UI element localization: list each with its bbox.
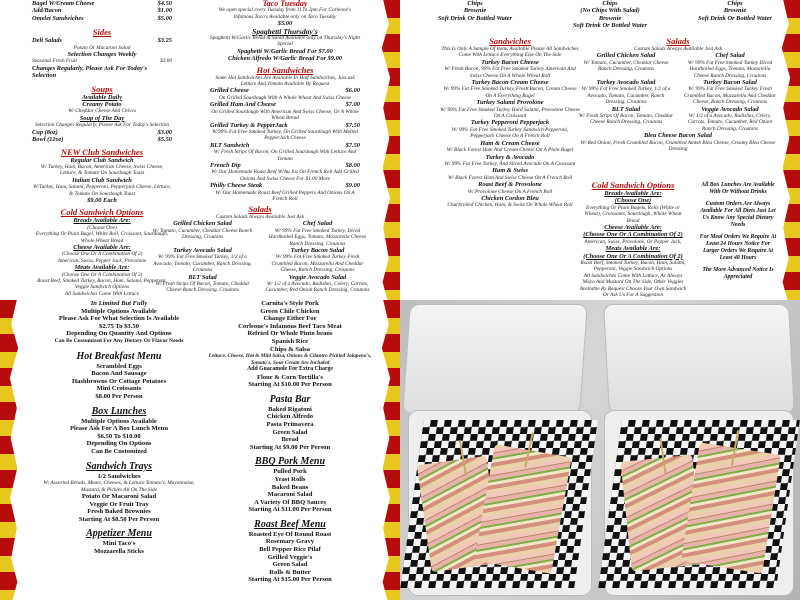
sides-title: Sides bbox=[92, 27, 112, 38]
salad-item bbox=[265, 274, 370, 294]
menu-line: Pasta Primavera bbox=[266, 420, 314, 428]
menu-line: Chicken Alfredo bbox=[266, 413, 314, 421]
left-box-lid bbox=[402, 304, 588, 414]
box-line: Brownie bbox=[463, 7, 487, 15]
sandwiches-title: Sandwiches bbox=[489, 36, 531, 46]
flame-border-right bbox=[372, 300, 400, 600]
note: Custom Orders Are Always Available For All Diets Just Let Us Know Any Special Dietary Needs bbox=[700, 201, 776, 228]
salad-name: BLT Salad bbox=[611, 105, 641, 113]
spaghetti-desc: Spaghetti W/Garlic Bread & Salad Available only on Thursday's Night Special bbox=[210, 35, 360, 48]
salads-note: Custom Salads Always Available Just Ask bbox=[215, 214, 305, 220]
salad-name: Turkey Bacon Salad bbox=[703, 79, 757, 87]
salads-column bbox=[578, 36, 778, 153]
top-right-box bbox=[680, 0, 790, 22]
salad-desc: W/ 99% Fat Free Smoked Turkey, 1/2 of a Avocado, Tomato, Cucumber, Ranch Dressing, Croutons bbox=[581, 86, 671, 106]
sandwich-name: Ham & Cream Cheese bbox=[480, 139, 540, 147]
bbq-price: Starting At $11.00 Per Person bbox=[248, 506, 332, 514]
breads-header: Breads Available Are: bbox=[604, 190, 662, 197]
item-name: Omelet Sandwiches bbox=[32, 14, 84, 22]
box-line: Soft Drink Or Bottled Water bbox=[438, 14, 512, 22]
taco-price: Starting At $10.00 Per Person bbox=[248, 381, 332, 389]
menu-line: Bread bbox=[281, 436, 299, 444]
hot-name: Grilled Cheese bbox=[210, 87, 249, 95]
sides-list bbox=[32, 37, 172, 79]
please-ask: Please Ask For What Selection Is Available bbox=[58, 315, 180, 323]
sandwich-trays-title: Sandwich Trays bbox=[85, 460, 153, 472]
sandwich-desc: Charbroiled Chicken, Ham, & Swiss On Whole Wheat Roll bbox=[447, 202, 573, 209]
bowl-label: Bowl (12oz) bbox=[32, 136, 64, 144]
salad-desc: W/ Red Onion, Fresh Crumbled Bacon, Crumbled Amish Bleu Cheese, Creamy Bleu Cheese Dressing bbox=[580, 139, 776, 153]
catering-right-column bbox=[205, 300, 375, 584]
menu-page-1 bbox=[0, 0, 400, 300]
side-row bbox=[32, 65, 172, 80]
hot-item bbox=[210, 182, 360, 189]
breads-list: Everything Or Plain Bagel, White Roll, Croissant, Sourdough, Whole Wheat Bread bbox=[35, 231, 169, 244]
hot-desc: W/ Fresh Strips Of Bacon, On Grilled Sourdough With Lettuce And Tomato bbox=[213, 149, 357, 162]
cheese-choose: (Choose One Or A Combination Of 2) bbox=[583, 231, 683, 239]
salad-desc: W/ 99% Fat Free Smoked Turkey Diced Hardboiled Eggs, Tomato, Mozzarella Cheese Ranch Dressing, Croutons bbox=[687, 59, 773, 79]
menu-line: Bacon And Sausage bbox=[91, 370, 147, 378]
pasta-bar-title: Pasta Bar bbox=[269, 393, 311, 405]
hot-breakfast-title: Hot Breakfast Menu bbox=[76, 350, 162, 362]
sandwich-name: Turkey Pepperoni Pepperjack bbox=[470, 119, 550, 127]
spaghetti-title: Spaghetti Thursday's bbox=[252, 26, 318, 36]
sandwich-desc: W/ Black Forest Ham And Swiss Cheese On A French Roll bbox=[447, 174, 573, 181]
salads-block bbox=[150, 204, 370, 294]
menu-line: Corleone's Infamous Beef Taco Meat bbox=[238, 322, 342, 330]
salad-desc: W/ 99% Fat Free Smoked Turkey, 1/2 of a Avocado, Tomato, Cucumber, Ranch Dressing, Croutons bbox=[153, 254, 252, 274]
salad-desc: W/ Tomato, Cucumber, Cheddar Cheese Ranch Dressing, Croutons bbox=[152, 227, 253, 241]
side-name: Potato Or Macaroni Salad bbox=[73, 44, 131, 51]
taco-price: $5.00 bbox=[277, 20, 293, 28]
menu-line: Mini Croissants bbox=[96, 385, 142, 393]
catering-left-column bbox=[34, 300, 204, 555]
salads-grid bbox=[150, 220, 370, 293]
cheese-list: American, Swiss, Provolone, Or Pepper Jack, bbox=[584, 238, 682, 245]
box-line: Soft Drink Or Bottled Water bbox=[573, 22, 647, 30]
price-range: $2.75 To $3.50 bbox=[99, 322, 139, 330]
menu-line: Roasted Eye Of Round Roast bbox=[248, 530, 332, 538]
menu-line: Change Either For bbox=[263, 315, 317, 323]
roast-price: Starting At $15.00 Per Person bbox=[248, 576, 332, 584]
salad-desc: W/ Fresh Strips Of Bacon, Tomato, Cheddar Cheese Ranch Dressing, Croutons bbox=[578, 113, 674, 126]
cold-options-title: Cold Sandwich Options bbox=[60, 207, 144, 218]
sandwich-desc: W/ Provolone Cheese On A French Roll bbox=[467, 188, 553, 195]
cup-label: Cup (8oz) bbox=[32, 128, 58, 136]
flame-border bbox=[372, 0, 400, 300]
menu-line: Grilled Veggie's bbox=[267, 553, 313, 561]
hot-sandwiches-title: Hot Sandwiches bbox=[256, 64, 314, 75]
salad-name: Chef Salad bbox=[302, 220, 333, 228]
roast-items bbox=[205, 531, 375, 577]
cheese-choose: (Choose One Or A Combination Of 2) bbox=[61, 251, 143, 258]
menu-line: Rosemary Gravy bbox=[265, 538, 315, 546]
menu-line: Veggie Or Fruit Tray bbox=[89, 500, 149, 508]
menu-line: Mini Taco's bbox=[102, 540, 136, 548]
hot-desc: On Grilled Sourdough With A Whole Wheat And Swiss Cheese bbox=[218, 94, 352, 101]
sandwiches-note: This Is Only A Sample Of Items Available Please All Sandwiches Come With Lettuce Everything Else On The Side bbox=[441, 46, 579, 59]
salad-desc: W/ Fresh Strips Of Bacon, Tomato, Cheddar Cheese Ranch Dressing, Croutons bbox=[155, 281, 250, 294]
menu-page-3 bbox=[0, 300, 400, 600]
salad-name: Turkey Avocado Salad bbox=[173, 247, 232, 255]
salad-name: Grilled Chicken Salad bbox=[173, 220, 232, 228]
salad-item bbox=[578, 106, 674, 133]
choose-one: (Choose One) bbox=[614, 197, 652, 205]
regular-club-desc: W/ Turkey, Ham, Bacon, American Cheese, Swiss Cheese, Lettuce, & Tomato On Sourdough Toast bbox=[40, 163, 164, 177]
appetizer-items bbox=[34, 540, 204, 555]
notes-column bbox=[698, 182, 778, 286]
tortillas: Flour & Corn Tortilla's bbox=[256, 373, 323, 381]
salad-item bbox=[682, 52, 778, 79]
menu-line: Baked Beans bbox=[271, 483, 309, 491]
hot-desc: W/99% Fat Free Smoked Turkey, On Grilled Sourdough With Melted PepperJack Cheese bbox=[212, 128, 358, 142]
salad-name: Bleu Cheese Bacon Salad bbox=[644, 132, 712, 140]
creamy-desc: W/ Cheddar Cheese And Chives bbox=[68, 108, 136, 115]
box-lunches-title: Box Lunches bbox=[91, 405, 147, 417]
meats-note: All Sandwiches Come With Lettuce bbox=[64, 290, 140, 297]
italian-club-desc: W/Turkey, Ham, Salami, Pepperoni, Pepperjack Cheese, Lettuce, & Tomato On Sourdough Toast bbox=[33, 184, 171, 197]
menu-line: $8.00 Per Person bbox=[95, 392, 143, 400]
tray-items bbox=[34, 493, 204, 523]
taco-tuesday-desc: We open special every Tuesday from 11 to 2pm For Corleone's Infamous Taco's Available only on Taco Tuesday bbox=[218, 7, 352, 20]
meats-header: Meats Available Are: bbox=[74, 264, 130, 272]
menu-line: Chips & Salsa bbox=[270, 345, 310, 353]
menu-line: Rolls & Butter bbox=[269, 568, 311, 576]
item-price: $1.00 bbox=[157, 7, 172, 15]
hot-name: BLT Sandwich bbox=[210, 141, 250, 149]
box-line: Brownie bbox=[598, 14, 622, 22]
salad-item bbox=[150, 247, 255, 274]
bleu-cheese-salad bbox=[578, 132, 778, 152]
cheese-header: Cheese Available Are: bbox=[73, 243, 131, 251]
half-sandwiches: 1/2 Sandwiches bbox=[97, 472, 141, 480]
menu-line: Green Salad bbox=[272, 428, 308, 436]
top-left-box bbox=[420, 0, 530, 22]
salad-item bbox=[150, 274, 255, 294]
note: All Box Lunches Are Available With Or Without Drinks bbox=[701, 182, 775, 195]
club-price: $9.00 Each bbox=[87, 196, 117, 204]
hot-item bbox=[210, 101, 360, 108]
hot-breakfast-items bbox=[34, 363, 204, 401]
menu-line: Baked Rigatoni bbox=[268, 405, 312, 413]
cup-price: $3.00 bbox=[157, 128, 172, 136]
multiple-options: Multiple Options Available bbox=[81, 307, 157, 315]
top-items bbox=[32, 0, 172, 22]
breads-header: Breads Available Are: bbox=[73, 217, 131, 225]
hot-name: Philly Cheese Steak bbox=[210, 182, 263, 190]
bowl-price: $5.50 bbox=[157, 136, 172, 144]
salads-title: Salads bbox=[248, 204, 272, 214]
item-name: Add/Bacon bbox=[32, 7, 62, 15]
taco-bar-items bbox=[205, 300, 375, 353]
salad-name: Veggie Avocado Salad bbox=[701, 105, 759, 113]
cheese-list: American, Swiss, Pepper Jack, Provolone bbox=[57, 257, 147, 264]
menu-line: Multiple Options Available bbox=[81, 417, 157, 425]
hot-price: $6.00 bbox=[345, 87, 360, 95]
sandwich-name: Roast Beef & Provolone bbox=[478, 181, 542, 189]
sandwich-name: Turkey Bacon Cream Cheese bbox=[471, 79, 549, 87]
salad-name: Veggie Avocado Salad bbox=[288, 273, 347, 281]
sandwich-desc: W/ 99% Fat Free Smoked Turkey Sandwich Pepperoni, Pepperjack Cheese On A French Roll bbox=[451, 126, 569, 140]
hot-name: Grilled Ham And Cheese bbox=[210, 101, 276, 109]
box-line: Chips bbox=[602, 0, 618, 7]
sandwich-desc: W/ 99% Fat Free Smoked Turkey Hard Salami, Provolone Cheese On A Croissant bbox=[440, 106, 580, 120]
pasta-items bbox=[205, 406, 375, 444]
menu-line: Starting At $8.50 Per Person bbox=[78, 515, 160, 523]
side-price: $3.25 bbox=[157, 37, 172, 45]
taco-tuesday-title: Taco Tuesday bbox=[262, 0, 308, 8]
box-line: Soft Drink Or Bottled Water bbox=[698, 14, 772, 22]
roast-beef-title: Roast Beef Menu bbox=[254, 518, 326, 530]
meats-header: Meats Available Are: bbox=[605, 245, 661, 253]
hot-price: $8.00 bbox=[345, 161, 360, 169]
cup-row bbox=[32, 129, 172, 136]
menu-line: Depending On Options bbox=[86, 440, 152, 448]
bbq-sauces: A Variety Of BBQ Sauces bbox=[254, 498, 326, 506]
bowl-row bbox=[32, 136, 172, 143]
hot-note: Some Hot Sandwiches Are Available In Half Sandwiches, Just ask Lettuce And Tomato Available By Request bbox=[215, 74, 355, 88]
meats-list: Roast Beef, Smoked Turkey, Bacon, Ham, Salami, Pepperoni, Veggie Sandwich Options bbox=[37, 278, 167, 291]
sandwich-desc: W/ 99% Fat Free Turkey, And Sliced Avocado On A Croissant bbox=[444, 160, 576, 167]
sandwich-desc: W/ Black Forest Ham And Cream Cheese On A Plain Bagel bbox=[446, 147, 574, 154]
sandwich-list bbox=[440, 59, 580, 209]
side-row bbox=[32, 37, 172, 44]
box-line: (No Chips With Salad) bbox=[580, 7, 640, 15]
salads-grid bbox=[578, 52, 778, 132]
menu-line: Green Salad bbox=[272, 561, 308, 569]
top-line: In Limited But Fully bbox=[90, 300, 148, 307]
salad-desc: W/ Tomato, Cucumber, Cheddar Cheese Ranch Dressing, Croutons bbox=[583, 59, 669, 73]
sandwich-name: Ham & Swiss bbox=[492, 167, 528, 175]
side-name: Seasonal Fresh Fruit bbox=[32, 58, 77, 65]
cheese-header: Cheese Available Are: bbox=[604, 224, 662, 232]
salad-desc: W/ 1/2 of a Avocado, Radishes, Celery, Carrots, Tomato, Cucumber, Red Onion Ranch Dressing, Croutons bbox=[687, 113, 773, 132]
menu-line: Yeast Rolls bbox=[274, 475, 306, 483]
salad-name: Chef Salad bbox=[715, 52, 745, 60]
menu-line: Can Be Customized bbox=[91, 447, 147, 455]
appetizer-title: Appetizer Menu bbox=[86, 528, 152, 540]
menu-line: Refried Or Whole Pinto beans bbox=[247, 330, 333, 338]
soup-of-day: Soup of The Day bbox=[79, 114, 125, 122]
italian-club: Italian Club Sandwich bbox=[72, 176, 132, 184]
salad-item bbox=[150, 220, 255, 247]
sandwich-name: Turkey Salami Provolone bbox=[476, 99, 544, 107]
hot-sandwich-list bbox=[210, 87, 360, 202]
note: For Meal Orders We Require At Least 24 Hours Notice For Larger Orders We Require At Least 48 Hours bbox=[699, 234, 777, 261]
menu-line: Scrambled Eggs bbox=[96, 362, 142, 370]
middle-column bbox=[210, 0, 360, 202]
item-price: $5.00 bbox=[157, 14, 172, 22]
hot-item bbox=[210, 122, 360, 129]
menu-line: Fresh Baked Brownies bbox=[87, 508, 151, 516]
salad-item bbox=[265, 220, 370, 247]
side-name: Selection Changes Weekly bbox=[67, 51, 137, 59]
hot-desc: On Grilled Sourdough With American And Swiss Cheese, Or A Whole Wheat Bread bbox=[211, 108, 359, 122]
sandwich-photo bbox=[400, 300, 800, 600]
menu-line: Macaroni Salad bbox=[267, 491, 313, 499]
choose-one: (Choose One) bbox=[87, 224, 117, 231]
cold-options-column bbox=[578, 180, 688, 299]
salad-item bbox=[578, 79, 674, 106]
price-row bbox=[32, 7, 172, 14]
cold-options-title: Cold Sandwich Options bbox=[591, 180, 675, 190]
salad-name: Turkey Bacon Salad bbox=[290, 247, 345, 255]
right-box-lid bbox=[603, 304, 795, 414]
creamy-potato: Creamy Potato bbox=[82, 101, 122, 109]
meats-list: Roast Beef, Smoked Turkey, Bacon, Ham, Salami, Pepperoni, Veggie Sandwich Options bbox=[580, 260, 686, 273]
salad-desc: W/ 99% Fat Free Smoked Turkey Fresh Crumbled Bacon, Mozzarella And Cheddar Cheese, Ranch Dressing, Croutons bbox=[684, 86, 776, 106]
meats-note: All Sandwiches Come With Lettuce, As Always Mayo And Mustard On The Side, Other Veggies Available By Request Choose Your Own Sandwich Or Ask Us For A Suggestion bbox=[579, 272, 687, 299]
box-lunch-items bbox=[34, 418, 204, 456]
soup-of-day-desc: Selection Changes Regularly, Please Ask For Today's Selection bbox=[34, 122, 170, 129]
hot-name: French Dip bbox=[210, 161, 241, 169]
price-row bbox=[32, 15, 172, 22]
hot-price: $7.00 bbox=[345, 101, 360, 109]
salad-item bbox=[578, 52, 674, 79]
salad-item bbox=[265, 247, 370, 274]
side-name: Changes Regularly, Please Ask For Today's Selection bbox=[32, 64, 148, 80]
side-price: $3.00 bbox=[160, 58, 172, 65]
salad-desc: W/ 1/2 of a Avocado, Radishes, Celery, Carrots, Cucumber, Red Onion Ranch Dressing, Croutons bbox=[265, 281, 370, 294]
box-line: Brownie bbox=[723, 7, 747, 15]
salad-item bbox=[682, 79, 778, 106]
hot-price: $9.00 bbox=[345, 182, 360, 190]
hot-desc: W/ Our Homemade Roast Beef Grilled Peppers And Onions On A French Roll bbox=[215, 189, 355, 202]
menu-line: Potato Or Macaroni Salad bbox=[81, 492, 157, 500]
menu-line: Hashbrowns Or Cottage Potatoes bbox=[71, 377, 167, 385]
taco-extras: Lettuce, Cheese, Hot & Mild Salsa, Onions & Cilantro Pickled Jalapeno's, Tomato's, Sour Cream Are Included bbox=[208, 353, 372, 366]
menu-page-2 bbox=[400, 0, 800, 300]
box-line: Chips bbox=[727, 0, 743, 7]
bbq-title: BBQ Pork Menu bbox=[254, 456, 325, 468]
note: The More Advanced Notice Is Appreciated bbox=[702, 267, 774, 280]
regular-club: Regular Club Sandwich bbox=[70, 156, 134, 164]
depending: Depending On Quantity And Options bbox=[66, 330, 172, 338]
sandwich-name: Turkey Bacon Cheese bbox=[481, 58, 539, 66]
hot-item bbox=[210, 142, 360, 149]
price-row bbox=[32, 0, 172, 7]
spaghetti-price: Spaghetti W/Garlic Bread For $7.00 bbox=[237, 47, 333, 55]
meats-choose: (Choose One Or A Combination Of 2) bbox=[583, 252, 683, 260]
soups-availability: Available Daily bbox=[81, 93, 123, 101]
hot-price: $7.50 bbox=[345, 121, 360, 129]
item-name: Bagel W/Cream Cheese bbox=[32, 0, 95, 7]
menu-line: $6.50 To $10.00 bbox=[97, 432, 141, 440]
menu-line: Carnita's Style Pork bbox=[261, 300, 319, 307]
salad-name: Grilled Chicken Salad bbox=[596, 52, 656, 60]
breads-list: Everything Or Plain Bagels, Rolls (White or Wheat), Croissants, Sourdough, Whole Wheat Bread bbox=[584, 204, 682, 224]
side-name: Deli Salads bbox=[32, 37, 63, 45]
hot-desc: W/ Our Homemade Roast Beef W/Au Jus On French Roll Add Grilled Onions And Swiss Cheese For $1.00 More bbox=[211, 169, 359, 182]
salads-note: Custom Salads Always Available Just Ask bbox=[633, 46, 723, 52]
menu-line: Bell Pepper Rice Pilaf bbox=[259, 546, 321, 554]
hot-item bbox=[210, 87, 360, 94]
menu-line: Mozzarella Sticks bbox=[94, 547, 144, 555]
sandwich-desc: W/ 99% Fat Free Smoked Turkey, Fresh Bacon, Cream Cheese On A Everything Bagel bbox=[443, 86, 577, 99]
menu-line: Green Chile Chicken bbox=[260, 307, 320, 315]
salad-item bbox=[682, 106, 778, 133]
top-mid-box bbox=[550, 0, 670, 30]
item-price: $4.50 bbox=[157, 0, 172, 7]
salad-desc: W/ 99% Fat Free Smoked Turkey Fresh Crumbled Bacon, Mozzarella And Cheddar Cheese, Ranch Dressing, Croutons bbox=[271, 254, 364, 274]
side-row bbox=[32, 51, 172, 58]
salads-title: Salads bbox=[666, 36, 690, 46]
pasta-price: Starting At $9.00 Per Person bbox=[249, 443, 331, 451]
hot-name: Grilled Turkey & PepperJack bbox=[210, 121, 288, 129]
taco-extras-2: Add Guacamole For Extra Charge bbox=[247, 365, 333, 372]
menu-line: Pulled Pork bbox=[273, 468, 307, 476]
soups-title: Soups bbox=[91, 83, 113, 94]
salad-name: BLT Salad bbox=[188, 273, 217, 281]
flame-border-left bbox=[0, 300, 28, 600]
half-sandwiches-desc: W/ Assorted Breads, Meats, Cheeses, & Lettuce Tomato's, Mayonnaise, Mustard, & Pickles All On The Side bbox=[43, 480, 195, 493]
alfredo-price: Chicken Alfredo W/Garlic Bread For $9.00 bbox=[228, 55, 342, 63]
meats-choose: (Choose One Or A Combination Of 2) bbox=[61, 271, 143, 278]
custom-note: Can Be Customized For Any Dietary Or Flavor Needs bbox=[54, 337, 184, 344]
menu-line: Please Ask For A Box Lunch Menu bbox=[69, 425, 169, 433]
box-line: Chips bbox=[467, 0, 483, 7]
menu-line: Spanish Rice bbox=[271, 337, 309, 345]
hot-price: $7.50 bbox=[345, 141, 360, 149]
club-title: NEW Club Sandwiches bbox=[60, 146, 144, 157]
bbq-items bbox=[205, 468, 375, 498]
sandwich-name: Chicken Cordon Bleu bbox=[481, 194, 539, 202]
salad-name: Turkey Avocado Salad bbox=[596, 79, 656, 87]
sandwich-desc: W/ Fresh Bacon, 99% Fat Free Smoked Turkey American And Swiss Cheese On A Whole Wheat Roll bbox=[444, 66, 576, 79]
sandwich-name: Turkey & Avocado bbox=[485, 153, 535, 161]
sandwiches-column bbox=[440, 36, 580, 209]
salad-desc: W/ 99% Fat Free Smoked Turkey, Diced Hardboiled Eggs, Tomato, Mozzarella Cheese Ranch Dressing, Croutons bbox=[268, 227, 367, 247]
